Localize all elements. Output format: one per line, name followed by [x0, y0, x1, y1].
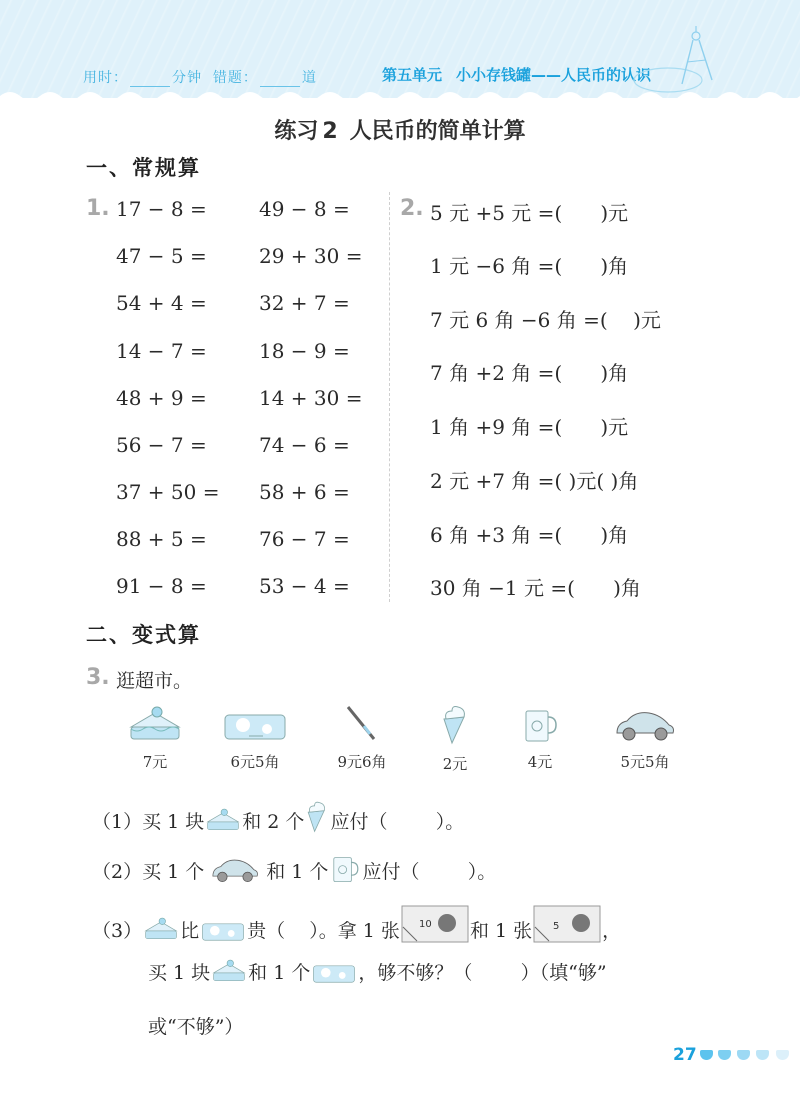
pencil-case-icon [200, 917, 246, 943]
equation: 58 + 6 = [259, 480, 350, 504]
sub-question-1 [92, 800, 464, 834]
equation: 76 − 7 = [259, 527, 350, 551]
item-mug [495, 705, 585, 772]
mug-icon [520, 705, 560, 743]
pencil-case-icon [223, 705, 287, 743]
pen-icon [342, 705, 382, 743]
money-equation: 7 角 +2 角 =( )角 [430, 361, 629, 385]
equation: 32 + 7 = [259, 291, 350, 315]
equation: 74 − 6 = [259, 433, 350, 457]
sub3-text-b: 比 [180, 920, 200, 942]
question-number-1: 1. [86, 196, 110, 221]
page-title [0, 114, 800, 145]
cake-icon [211, 957, 247, 985]
toy-car-icon [205, 854, 265, 884]
question-number-3: 3. [86, 665, 110, 690]
unit-title: 小小存钱罐——人民币的认识 [456, 66, 652, 84]
sub3-text-f: 买 1 块 [148, 962, 211, 984]
money-equation: 1 角 +9 角 =( )元 [430, 415, 629, 439]
equation: 37 + 50 = [116, 480, 220, 504]
column-divider [389, 192, 390, 602]
svg-text:5: 5 [553, 921, 560, 932]
equation: 29 + 30 = [259, 244, 363, 268]
sub-question-2 [92, 852, 496, 884]
equation: 54 + 4 = [116, 291, 207, 315]
equation: 53 − 4 = [259, 574, 350, 598]
item-price: 6元5角 [230, 753, 280, 771]
item-cake [110, 705, 200, 772]
question-prompt: 逛超市。 [116, 670, 193, 692]
answer-blank-3[interactable]: 贵（ ）。拿 1 张 [247, 920, 400, 942]
equation: 56 − 7 = [116, 433, 207, 457]
item-pencil-case [210, 705, 300, 772]
sub2-text-b: 和 1 个 [266, 861, 329, 883]
decor-cup-icon [756, 1050, 769, 1060]
item-ice-cream [410, 705, 500, 774]
toy-car-icon [613, 705, 677, 743]
answer-blank-2[interactable]: 应付（ ）。 [362, 861, 497, 883]
ice-cream-icon [440, 705, 470, 745]
item-price: 2元 [442, 755, 468, 773]
sub3-text-e: ， [602, 920, 622, 942]
decor-cup-icon [700, 1050, 713, 1060]
equation: 18 − 9 = [259, 339, 350, 363]
money-equation: 6 角 +3 角 =( )角 [430, 523, 629, 547]
answer-blank-1[interactable]: 应付（ ）。 [330, 811, 465, 833]
sub3-text-i: 或“不够”） [148, 1016, 244, 1038]
cake-icon [205, 806, 241, 834]
section-heading-1: 一、常规算 [86, 156, 201, 180]
equation: 17 − 8 = [116, 197, 207, 221]
sub2-text-a: （2）买 1 个 [92, 861, 205, 883]
sub-question-3-end [148, 1012, 243, 1039]
title-text: 人民币的简单计算 [349, 119, 526, 144]
sub-question-3-cont [148, 957, 607, 985]
item-toy-car [600, 705, 690, 772]
decor-cup-icon [718, 1050, 731, 1060]
answer-blank-4[interactable]: ，够不够？（ ）（填“够” [358, 962, 607, 984]
equation: 14 + 30 = [259, 386, 363, 410]
svg-text:10: 10 [418, 919, 432, 930]
cake-icon [143, 915, 179, 943]
equation: 47 − 5 = [116, 244, 207, 268]
time-errors-record [83, 67, 317, 87]
money-equation: 5 元 +5 元 =( )元 [430, 201, 629, 225]
item-price: 9元6角 [337, 753, 387, 771]
ice-cream-icon [305, 800, 329, 834]
five-yuan-note-icon [533, 905, 601, 943]
time-unit: 分钟 [172, 70, 202, 86]
item-price: 7元 [142, 753, 168, 771]
item-price: 5元5角 [620, 753, 670, 771]
money-equation: 30 角 −1 元 =( )角 [430, 576, 641, 600]
item-price: 4元 [527, 753, 553, 771]
sub3-text-a: （3） [92, 920, 143, 942]
title-number: 2 [322, 119, 338, 144]
equation: 49 − 8 = [259, 197, 350, 221]
decor-cup-icon [776, 1050, 789, 1060]
equation: 88 + 5 = [116, 527, 207, 551]
errors-blank[interactable] [260, 74, 300, 87]
money-equation: 1 元 −6 角 =( )角 [430, 254, 629, 278]
equation: 14 − 7 = [116, 339, 207, 363]
unit-name: 第五单元 [382, 66, 443, 84]
time-blank[interactable] [130, 74, 170, 87]
cake-icon [127, 705, 183, 743]
question-number-2: 2. [400, 196, 424, 221]
equation: 91 − 8 = [116, 574, 207, 598]
page-number: 27 [673, 1045, 697, 1065]
equation: 48 + 9 = [116, 386, 207, 410]
pencil-case-icon [311, 959, 357, 985]
errors-unit: 道 [301, 70, 317, 86]
item-pen [317, 705, 407, 772]
page-header [0, 0, 800, 98]
shop-items [110, 705, 730, 785]
money-equation: 2 元 +7 角 =( )元( )角 [430, 469, 639, 493]
sub3-text-g: 和 1 个 [248, 962, 311, 984]
sub3-text-d: 和 1 张 [469, 920, 533, 942]
sub-question-3 [92, 905, 621, 943]
mug-icon [329, 852, 361, 884]
title-prefix: 练习 [274, 119, 319, 144]
money-equation: 7 元 6 角 −6 角 =( )元 [430, 308, 661, 332]
unit-heading [382, 64, 651, 85]
cloud-edge [0, 88, 800, 104]
sub1-text-b: 和 2 个 [242, 811, 305, 833]
time-label: 用时： [83, 70, 128, 86]
decor-cup-icon [737, 1050, 750, 1060]
compass-icon [630, 22, 720, 94]
sub1-text-a: （1）买 1 块 [92, 811, 205, 833]
ten-yuan-note-icon [401, 905, 469, 943]
section-heading-2: 二、变式算 [86, 623, 201, 647]
errors-label: 错题： [212, 70, 258, 86]
